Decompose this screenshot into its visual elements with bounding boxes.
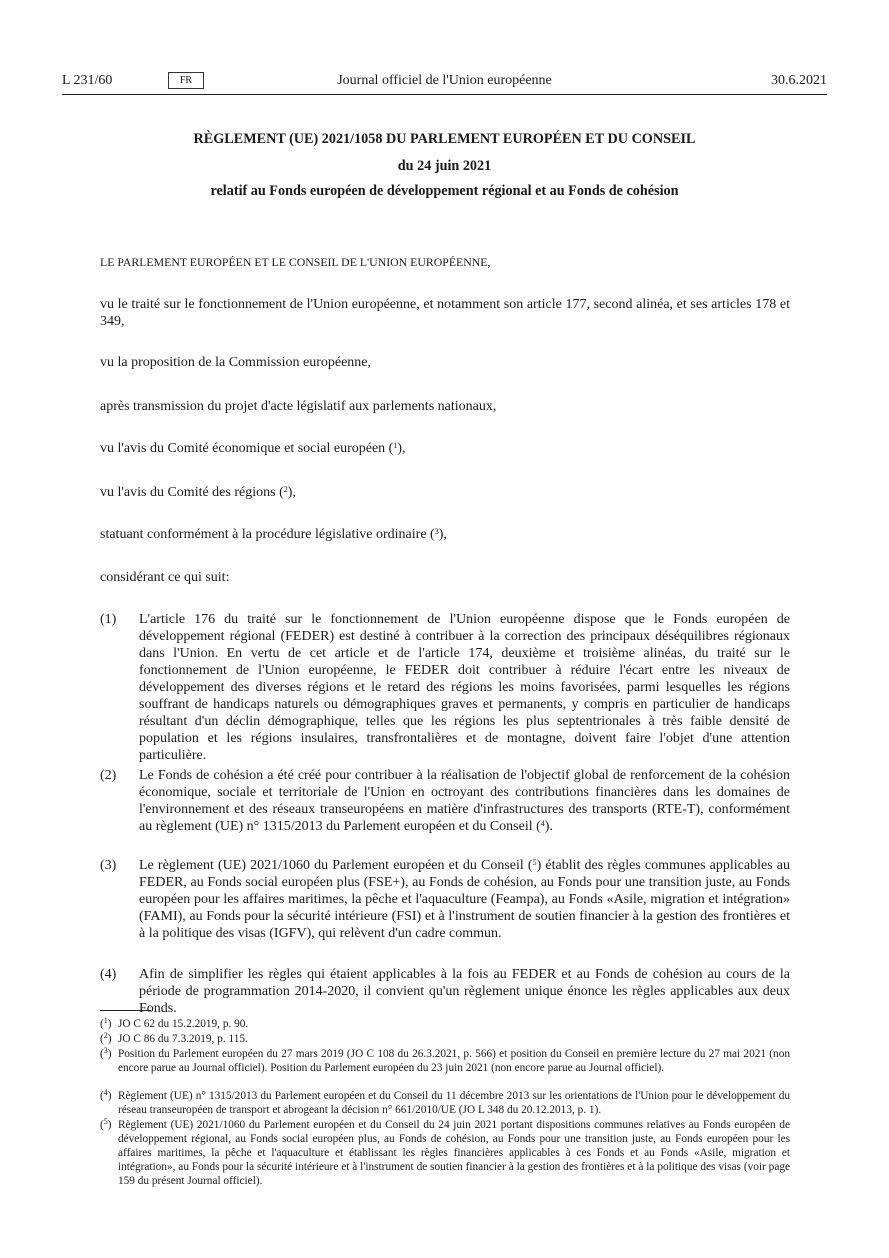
recital-text: Le Fonds de cohésion a été créé pour contribuer à la réalisation de l'objectif global de renforcement de la cohésion économique, sociale et territoriale de l'Union en octroyant des contributions financières dans les domaines de l'environnement et des réseaux transeuropéens en matière d'infrastructures des transports (RTE-T), conformément au règlement (UE) n° 1315/2013 du Parlement européen et du Conseil ($^4$). [139,768,790,834]
citation-procedure: statuant conformément à la procédure législative ordinaire ($^3$), [100,527,447,542]
recital-number: (2) [100,768,117,783]
footnote-ref: 5 [532,858,537,867]
recital-2 [100,767,790,835]
header-rule [62,94,827,95]
recital-4 [100,966,790,1017]
footnote-separator [100,1010,151,1011]
page-reference: L 231/60 [62,73,113,88]
language-badge: FR [168,72,204,89]
citation-proposal: vu la proposition de la Commission européenne, [100,355,372,370]
recital-text: L'article 176 du traité sur le fonctionnement de l'Union européenne dispose que le Fonds européen de développement régional (FEDER) est destiné à contribuer à la correction des principaux déséquilibres régionaux dans l'Union. En vertu de cet article et de l'article 174, deuxième et troisième alinéas, du traité sur le fonctionnement de l'Union européenne, le FEDER doit contribuer à réduire l'écart entre les niveaux de développement des diverses régions et le retard des régions les moins favorisées, parmi lesquelles les régions souffrant de handicaps naturels ou démographiques graves et permanents, y compris en particulier de handicaps résultant d'un déclin démographique, telles que les régions les plus septentrionales à très faible densité de population et les régions insulaires, transfrontalières et de montagne, doivent faire l'objet d'une attention particulière. [139,612,790,763]
footnote-5: ($^5$) Règlement (UE) 2021/1060 du Parlement européen et du Conseil du 24 juin 2021 portant dispositions communes relatives au Fonds européen de développement régional, au Fonds social européen plus, au Fonds de cohésion, au Fonds pour une transition juste, au Fonds européen pour les affaires maritimes, la pêche et l'aquaculture et établissant les règles financières applicables à ces Fonds et au Fonds «Asile, migration et intégration», au Fonds pour la sécurité intérieure et à l'instrument de soutien financier à la gestion des frontières et à la politique des visas (voir page 159 du présent Journal officiel). [100,1117,790,1187]
publication-date: 30.6.2021 [771,73,827,88]
footnote-ref: 2 [283,485,288,494]
citation-treaty: vu le traité sur le fonctionnement de l'Union européenne, et notamment son article 177, second alinéa, et ses articles 178 et 349, [100,297,790,329]
footnote-3: ($^3$) Position du Parlement européen du 27 mars 2019 (JO C 108 du 26.3.2021, p. 566) et position du Conseil en première lecture du 27 mai 2021 (non encore parue au Journal officiel). Position du Parlement européen du 23 juin 2021 (non encore parue au Journal officiel). [100,1046,790,1074]
whereas-intro: considérant ce qui suit: [100,570,230,585]
citation-eesc: vu l'avis du Comité économique et social européen ($^1$), [100,441,406,456]
footnote-text: JO C 86 du 7.3.2019, p. 115. [118,1033,248,1045]
recital-1 [100,611,790,764]
footnote-4: ($^4$) Règlement (UE) n° 1315/2013 du Parlement européen et du Conseil du 11 décembre 2013 sur les orientations de l'Union pour le développement du réseau transeuropéen de transport et abrogeant la décision n° 661/2010/UE (JO L 348 du 20.12.2013, p. 1). [100,1088,790,1116]
citation-transmission: après transmission du projet d'acte législatif aux parlements nationaux, [100,399,497,414]
recital-number: (3) [100,858,117,873]
journal-title: Journal officiel de l'Union européenne [337,73,552,88]
footnote-ref: 4 [540,819,545,828]
footnote-text: Règlement (UE) 2021/1060 du Parlement européen et du Conseil du 24 juin 2021 portant dispositions communes relatives au Fonds européen de développement régional, au Fonds social européen plus, au Fonds de cohésion, au Fonds pour une transition juste, au Fonds européen pour les affaires maritimes, la pêche et l'aquaculture et établissant les règles financières applicables à ces Fonds et au Fonds «Asile, migration et intégration», au Fonds pour la sécurité intérieure et à l'instrument de soutien financier à la gestion des frontières et à la politique des visas (voir page 159 du présent Journal officiel). [118,1119,790,1187]
regulation-subject: relatif au Fonds européen de développement régional et au Fonds de cohésion [210,183,679,199]
citation-cor: vu l'avis du Comité des régions ($^2$), [100,485,296,500]
footnote-ref: 3 [434,527,439,536]
footnote-2: ($^2$) JO C 86 du 7.3.2019, p. 115. [100,1032,790,1046]
footnote-text: JO C 62 du 15.2.2019, p. 90. [118,1018,249,1030]
recital-text: Le règlement (UE) 2021/1060 du Parlement européen et du Conseil ($^5$) établit des règles communes applicables au FEDER, au Fonds social européen plus (FSE+), au Fonds de cohésion, au Fonds pour une transition juste, au Fonds européen pour les affaires maritimes, la pêche et l'aquaculture (Feampa), au Fonds «Asile, migration et intégration» (FAMI), au Fonds pour la sécurité intérieure (FSI) et à l'instrument de soutien financier à la gestion des frontières et à la politique des visas (IGFV), qui relèvent d'un cadre commun. [139,858,791,941]
preamble-caps: LE PARLEMENT EUROPÉEN ET LE CONSEIL DE L'UNION EUROPÉENNE, [100,255,491,269]
regulation-title: RÈGLEMENT (UE) 2021/1058 DU PARLEMENT EUROPÉEN ET DU CONSEIL [193,131,696,147]
recital-number: (4) [100,967,117,982]
recital-text: Afin de simplifier les règles qui étaient applicables à la fois au FEDER et au Fonds de cohésion au cours de la période de programmation 2014-2020, il convient qu'un règlement unique énonce les règles applicables aux deux Fonds. [139,967,790,1016]
footnote-text: Règlement (UE) n° 1315/2013 du Parlement européen et du Conseil du 11 décembre 2013 sur les orientations de l'Union pour le développement du réseau transeuropéen de transport et abrogeant la décision n° 661/2010/UE (JO L 348 du 20.12.2013, p. 1). [118,1090,790,1116]
footnote-ref: 1 [393,441,398,450]
footnote-text: Position du Parlement européen du 27 mars 2019 (JO C 108 du 26.3.2021, p. 566) et position du Conseil en première lecture du 27 mai 2021 (non encore parue au Journal officiel). Position du Parlement européen du 23 juin 2021 (non encore parue au Journal officiel). [118,1048,790,1074]
recital-3 [100,857,790,942]
recital-number: (1) [100,612,117,627]
footnote-1: ($^1$) JO C 62 du 15.2.2019, p. 90. [100,1017,790,1031]
regulation-date: du 24 juin 2021 [397,158,492,174]
